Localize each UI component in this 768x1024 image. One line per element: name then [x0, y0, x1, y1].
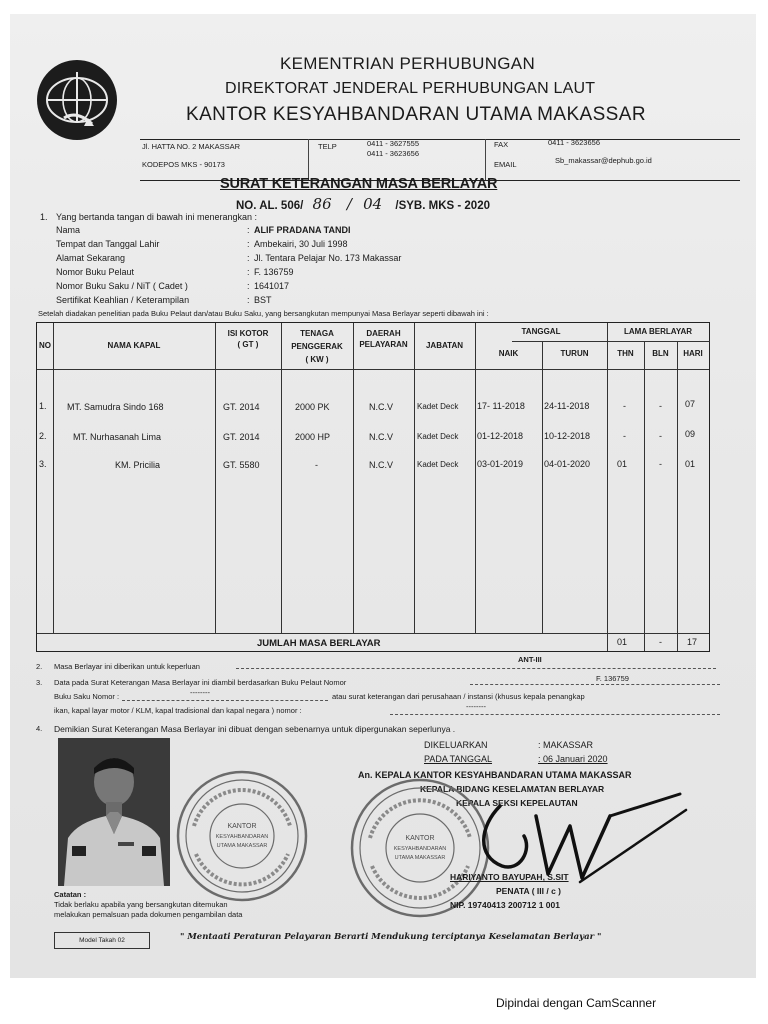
table-row-2-no: 2. [39, 431, 47, 441]
field-label: Nama [56, 225, 81, 235]
col-header-no: NO [39, 341, 51, 350]
directorate-name: DIREKTORAT JENDERAL PERHUBUNGAN LAUT [225, 80, 596, 97]
table-row-1-gt: GT. 2014 [223, 402, 260, 412]
table-row-3-sign-on: 03-01-2019 [477, 459, 524, 469]
field-label: Alamat Sekarang [56, 253, 126, 263]
note-3c-dash: -------- [466, 702, 486, 711]
number-prefix: NO. AL. 506/ [236, 200, 304, 212]
table-row-3-years: 01 [617, 459, 628, 469]
note-3b-dash: -------- [190, 688, 210, 697]
field-colon: : [247, 281, 250, 291]
table-line [53, 323, 54, 633]
col-header-position: JABATAN [425, 341, 464, 350]
signatory-rank: PENATA ( III / c ) [496, 886, 562, 896]
col-header-gt: ISI KOTOR [227, 329, 269, 338]
table-row-1-sign-on: 17- 11-2018 [477, 401, 525, 411]
table-row-3-no: 3. [39, 459, 47, 469]
telp-number-2: 0411 - 3623656 [367, 149, 419, 158]
table-row-2-position: Kadet Deck [417, 432, 459, 441]
total-days: 17 [687, 637, 698, 647]
table-row-3-months: - [659, 459, 662, 469]
table-row-1-days: 07 [685, 399, 696, 409]
col-header-power-unit: ( KW ) [305, 355, 329, 364]
field-colon: : [247, 239, 250, 249]
field-label: Sertifikat Keahlian / Keterampilan [56, 295, 190, 305]
field-colon: : [247, 253, 250, 263]
stamp-text-2: KESYAHBANDARAN [393, 846, 447, 852]
table-row-1-no: 1. [39, 401, 47, 411]
section-1-number: 1. [40, 212, 48, 222]
person-photo-icon [58, 738, 170, 886]
table-row-1-position: Kadet Deck [417, 402, 459, 411]
email-address: Sb_makassar@dephub.go.id [555, 156, 652, 165]
signatory-nip: NIP. 19740413 200712 1 001 [450, 900, 560, 910]
stamp-text-3: UTAMA MAKASSAR [216, 843, 268, 849]
col-header-area: DAERAH [366, 329, 401, 338]
telp-label: TELP [318, 142, 337, 151]
col-header-power-2: PENGGERAK [291, 342, 343, 351]
document-number [236, 195, 490, 213]
issued-date-value: : 06 Januari 2020 [538, 754, 608, 764]
table-line [644, 341, 645, 651]
field-colon: : [247, 267, 250, 277]
table-row-2-area: N.C.V [369, 432, 394, 442]
field-label: Tempat dan Tanggal Lahir [56, 239, 160, 249]
table-line [215, 323, 216, 633]
note-2-value: ANT-III [518, 655, 542, 664]
table-line [607, 323, 608, 651]
table-row-3-position: Kadet Deck [417, 460, 459, 469]
fax-number: 0411 - 3623656 [548, 138, 600, 147]
total-years: 01 [617, 637, 628, 647]
col-header-power: TENAGA [300, 329, 334, 338]
field-value-birth: Ambekairi, 30 Juli 1998 [254, 239, 348, 249]
note-3b-line [122, 700, 328, 701]
table-row-2-months: - [659, 431, 662, 441]
office-address: Jl. HATTA NO. 2 MAKASSAR [142, 142, 241, 151]
form-model: Model Takah 02 [54, 932, 150, 949]
table-row-2-sign-off: 10-12-2018 [544, 431, 591, 441]
notes-line-1: Tidak berlaku apabila yang bersangkutan ditemukan [54, 900, 228, 909]
col-header-days: HARI [683, 349, 703, 358]
table-line [475, 323, 476, 633]
stamp-text-2: KESYAHBANDARAN [215, 834, 269, 840]
table-row-2-days: 09 [685, 429, 696, 439]
issued-place-label: DIKELUARKAN [424, 740, 488, 750]
note-3c-text: ikan, kapal layar motor / KLM, kapal tradisional dan kapal negara ) nomor : [54, 706, 302, 715]
number-handwritten-1: 86 [312, 195, 332, 213]
field-label: Nomor Buku Pelaut [56, 267, 135, 277]
ministry-logo-icon [34, 58, 120, 144]
scanner-watermark: Dipindai dengan CamScanner [496, 996, 657, 1010]
ministry-name: KEMENTRIAN PERHUBUNGAN [280, 54, 536, 73]
col-header-date: TANGGAL [521, 327, 561, 336]
table-row-3-ship: KM. Pricilia [115, 460, 161, 470]
stamp-text-1: KANTOR [405, 835, 435, 842]
note-3-value: F. 136759 [596, 674, 629, 683]
email-label: EMAIL [494, 160, 517, 169]
note-3-text: Data pada Surat Keterangan Masa Berlayar ini diambil berdasarkan Buku Pelaut Nomor [54, 678, 347, 687]
col-header-area-2: PELAYARAN [359, 340, 408, 349]
note-3b-rest: atau surat keterangan dari perusahaan / instansi (khusus kepala penangkap [332, 692, 585, 701]
signatory-name: HARIYANTO BAYUPAH, S.SIT [450, 872, 569, 882]
telp-number-1: 0411 - 3627555 [367, 139, 419, 148]
issued-place-value: : MAKASSAR [538, 740, 594, 750]
note-2-number: 2. [36, 662, 43, 671]
table-row-1-years: - [623, 401, 626, 411]
number-handwritten-2: 04 [363, 195, 383, 213]
fax-label: FAX [494, 140, 509, 149]
motto: " Mentaati Peraturan Pelayaran Berarti Mendukung terciptanya Keselamatan Berlayar " [180, 932, 602, 942]
section-1-intro: Yang bertanda tangan di bawah ini menerangkan : [56, 212, 257, 222]
col-header-months: BLN [652, 349, 669, 358]
field-value-address: Jl. Tentara Pelajar No. 173 Makassar [254, 253, 402, 263]
table-line [37, 369, 709, 370]
field-colon: : [247, 295, 250, 305]
field-label: Nomor Buku Saku / NiT ( Cadet ) [56, 281, 188, 291]
table-row-3-area: N.C.V [369, 460, 394, 470]
table-row-1-months: - [659, 401, 662, 411]
field-value-pocket-book: 1641017 [254, 281, 290, 291]
field-value-seaman-book: F. 136759 [254, 267, 294, 277]
field-value-name: ALIF PRADANA TANDI [254, 225, 351, 235]
table-row-2-gt: GT. 2014 [223, 432, 260, 442]
notes-line-2: melakukan pemalsuan pada dokumen pengambilan data [54, 910, 243, 919]
number-suffix: /SYB. MKS - 2020 [395, 200, 490, 212]
official-stamp-icon [172, 766, 312, 906]
sea-service-table [36, 322, 710, 652]
document-title: SURAT KETERANGAN MASA BERLAYAR [220, 176, 498, 192]
table-row-1-ship: MT. Samudra Sindo 168 [67, 402, 164, 412]
table-row-3-power: - [315, 460, 318, 470]
header-separator [308, 139, 309, 180]
stamp-text-3: UTAMA MAKASSAR [394, 855, 446, 861]
document-page [10, 14, 756, 978]
col-header-duration: LAMA BERLAYAR [623, 327, 692, 336]
note-3b-label: Buku Saku Nomor : [54, 692, 120, 701]
note-3-line [470, 684, 720, 685]
table-line [542, 341, 543, 633]
table-row-1-area: N.C.V [369, 402, 394, 412]
header-separator [485, 139, 486, 180]
table-row-3-gt: GT. 5580 [223, 460, 260, 470]
table-row-3-days: 01 [685, 459, 696, 469]
table-row-1-sign-off: 24-11-2018 [544, 401, 590, 411]
issued-date-label: PADA TANGGAL [424, 754, 493, 764]
header-rule-top [140, 139, 740, 140]
stamp-text-1: KANTOR [227, 823, 257, 830]
col-header-ship-name: NAMA KAPAL [107, 341, 161, 350]
table-row-2-power: 2000 HP [295, 432, 331, 442]
office-postal: KODEPOS MKS - 90173 [142, 160, 225, 169]
notes-label: Catatan : [54, 890, 87, 899]
research-note: Setelah diadakan penelitian pada Buku Pelaut dan/atau Buku Saku, yang bersangkutan mempunyai Masa Berlayar seperti dibawah ini : [38, 309, 489, 318]
total-months: - [659, 637, 662, 647]
signatory-on-behalf: An. KEPALA KANTOR KESYAHBANDARAN UTAMA MAKASSAR [358, 770, 632, 780]
signatory-section: KEPALA SEKSI KEPELAUTAN [456, 798, 578, 808]
table-line [353, 323, 354, 633]
total-label: JUMLAH MASA BERLAYAR [257, 638, 381, 649]
note-3-number: 3. [36, 678, 43, 687]
col-header-sign-on: NAIK [498, 349, 519, 358]
number-separator: / [346, 195, 352, 213]
note-2-line [236, 668, 716, 669]
table-line [281, 323, 282, 633]
note-4-text: Demikian Surat Keterangan Masa Berlayar ini dibuat dengan sebenarnya untuk dipergunakan seperlunya . [54, 724, 456, 734]
table-row-2-ship: MT. Nurhasanah Lima [73, 432, 162, 442]
signatory-division: KEPALA BIDANG KESELAMATAN BERLAYAR [420, 784, 605, 794]
note-2-text: Masa Berlayar ini diberikan untuk keperluan [54, 662, 200, 671]
table-line [414, 323, 415, 633]
table-row-1-power: 2000 PK [295, 402, 330, 412]
table-row-3-sign-off: 04-01-2020 [544, 459, 591, 469]
holder-photo [58, 738, 170, 886]
field-colon: : [247, 225, 250, 235]
col-header-sign-off: TURUN [560, 349, 589, 358]
table-row-2-years: - [623, 431, 626, 441]
col-header-gt-unit: ( GT ) [237, 340, 259, 349]
note-4-number: 4. [36, 724, 43, 733]
note-3c-line [390, 714, 720, 715]
table-row-2-sign-on: 01-12-2018 [477, 431, 524, 441]
office-name: KANTOR KESYAHBANDARAN UTAMA MAKASSAR [186, 104, 646, 125]
col-header-years: THN [617, 349, 634, 358]
table-line [677, 341, 678, 651]
table-line [37, 633, 709, 634]
field-value-certificate: BST [254, 295, 272, 305]
